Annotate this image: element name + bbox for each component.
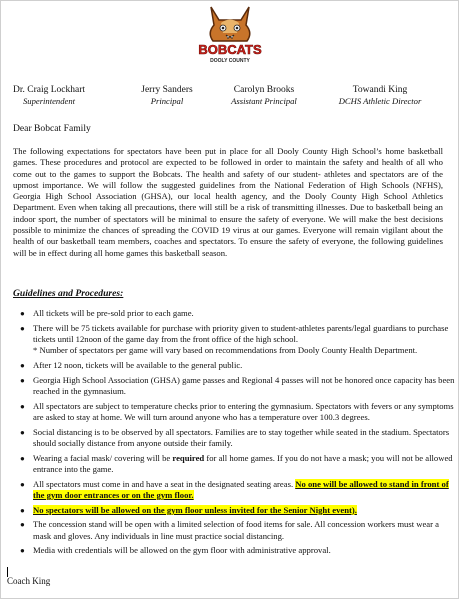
highlighted-text: No spectators will be allowed on the gym floor unless invited for the Senior Night event). xyxy=(33,504,357,515)
bullet-icon: ● xyxy=(20,546,25,556)
list-item xyxy=(20,359,457,371)
staff-superintendent xyxy=(7,84,91,107)
bullet-icon: ● xyxy=(20,309,25,318)
item-text: After 12 noon, tickets will be available to the general public. xyxy=(33,359,243,370)
item-note: * Number of spectators per game will vary based on recommendations from Dooly County Health Department. xyxy=(33,345,418,356)
bullet-icon: ● xyxy=(20,427,25,437)
item-text: Social distancing is to be observed by all spectators. Families are to stay together while seated in the stadium. Spectators should socially distance from anyone outside their family. xyxy=(33,426,450,448)
highlighted-text: No one will be allowed to stand in front of the gym door entrances or on the gym floor. xyxy=(33,478,449,500)
bullet-icon: ● xyxy=(20,375,25,385)
staff-athletic-director xyxy=(326,84,434,107)
list-item xyxy=(20,478,457,502)
bullet-icon: ● xyxy=(20,401,25,411)
item-text: Georgia High School Association (GHSA) game passes and Regional 4 passes will not be honored once capacity has been reached in the gymnasium. xyxy=(33,374,455,396)
list-item xyxy=(20,545,457,556)
list-item xyxy=(20,504,457,516)
staff-name: Carolyn Brooks xyxy=(233,85,295,95)
bullet-icon: ● xyxy=(20,479,25,489)
item-text: All spectators are subject to temperature checks prior to entering the gymnasium. Spectators with fevers or any symptoms are asked to stay at home. We will turn around anyone who has a temperature over 100.3 degrees. xyxy=(33,400,454,422)
staff-title: DCHS Athletic Director xyxy=(338,96,422,106)
item-text: Media with credentials will be allowed on the gym floor with administrative approval. xyxy=(33,545,331,556)
item-text: The concession stand will be open with a limited selection of food items for sale. All concession workers must wear a mask and gloves. Any individuals in line must practice social distancing. xyxy=(33,519,439,541)
staff-assistant-principal xyxy=(222,84,306,107)
salutation: Dear Bobcat Family xyxy=(13,123,91,134)
staff-row xyxy=(1,84,459,114)
guidelines-list xyxy=(19,308,457,560)
item-text: Wearing a facial mask/ covering will be xyxy=(33,452,173,463)
logo-text: BOBCATS xyxy=(198,42,262,57)
item-bold: required xyxy=(172,452,205,463)
staff-principal xyxy=(135,84,199,107)
staff-name: Jerry Sanders xyxy=(141,85,193,95)
bullet-icon: ● xyxy=(20,323,25,333)
list-item xyxy=(20,308,457,319)
bullet-icon: ● xyxy=(20,505,25,515)
bullet-icon: ● xyxy=(20,453,25,463)
staff-name: Towandi King xyxy=(352,85,408,95)
list-item xyxy=(20,519,457,542)
list-item xyxy=(20,374,457,398)
staff-title: Principal xyxy=(150,96,184,106)
logo-subtext: DOOLY COUNTY xyxy=(210,58,250,64)
guidelines-heading: Guidelines and Procedures: xyxy=(13,288,124,299)
bobcats-logo xyxy=(197,3,263,65)
intro-paragraph: The following expectations for spectators have been put in place for all Dooly County High School’s home basketball games. These procedures and protocol are expected to be followed in order to maintain the safety and health of all who come out to the games to support the Bobcats. The health and safety of our student- athletes and spectators are of the upmost importance. We will follow the suggested guidelines from the National Federation of High Schools (NFHS), Georgia High School Association (GHSA), our local health agency, and the Dooly County High School Athletics Department. Even when taking all precautions, there will still be a risk of transmitting illnesses. Due to basketball being an indoor sport, the number of spectators will be minimal to ensure the safety of everyone. We will make the best decisions possible to minimize the chances of spreading the COVID 19 virus at our games. Everyone will remain vigilant about the health of our basketball team members, coaches and spectators. To ensure the safety of everyone, the following guidelines will be in effect during all home games this basketball season. xyxy=(13,146,443,258)
bullet-icon: ● xyxy=(20,520,25,530)
item-text: All spectators must come in and have a seat in the designated seating areas. xyxy=(33,478,296,489)
staff-name: Dr. Craig Lockhart xyxy=(12,85,86,95)
item-text: for all home games. If you do not have a mask; you will not be allowed entrance into the game. xyxy=(33,452,453,474)
bullet-icon: ● xyxy=(20,360,25,370)
list-item xyxy=(20,426,457,450)
list-item xyxy=(20,400,457,424)
list-item xyxy=(20,452,457,476)
item-text: There will be 75 tickets available for purchase with priority given to student-athletes parents/legal guardians to purchase tickets until 12noon of the game day from the front office of the high school. xyxy=(33,322,449,344)
signature: Coach King xyxy=(7,576,51,586)
staff-title: Superintendent xyxy=(22,96,76,106)
staff-title: Assistant Principal xyxy=(231,96,297,106)
list-item xyxy=(20,322,457,357)
item-text: All tickets will be pre-sold prior to each game. xyxy=(33,308,194,318)
